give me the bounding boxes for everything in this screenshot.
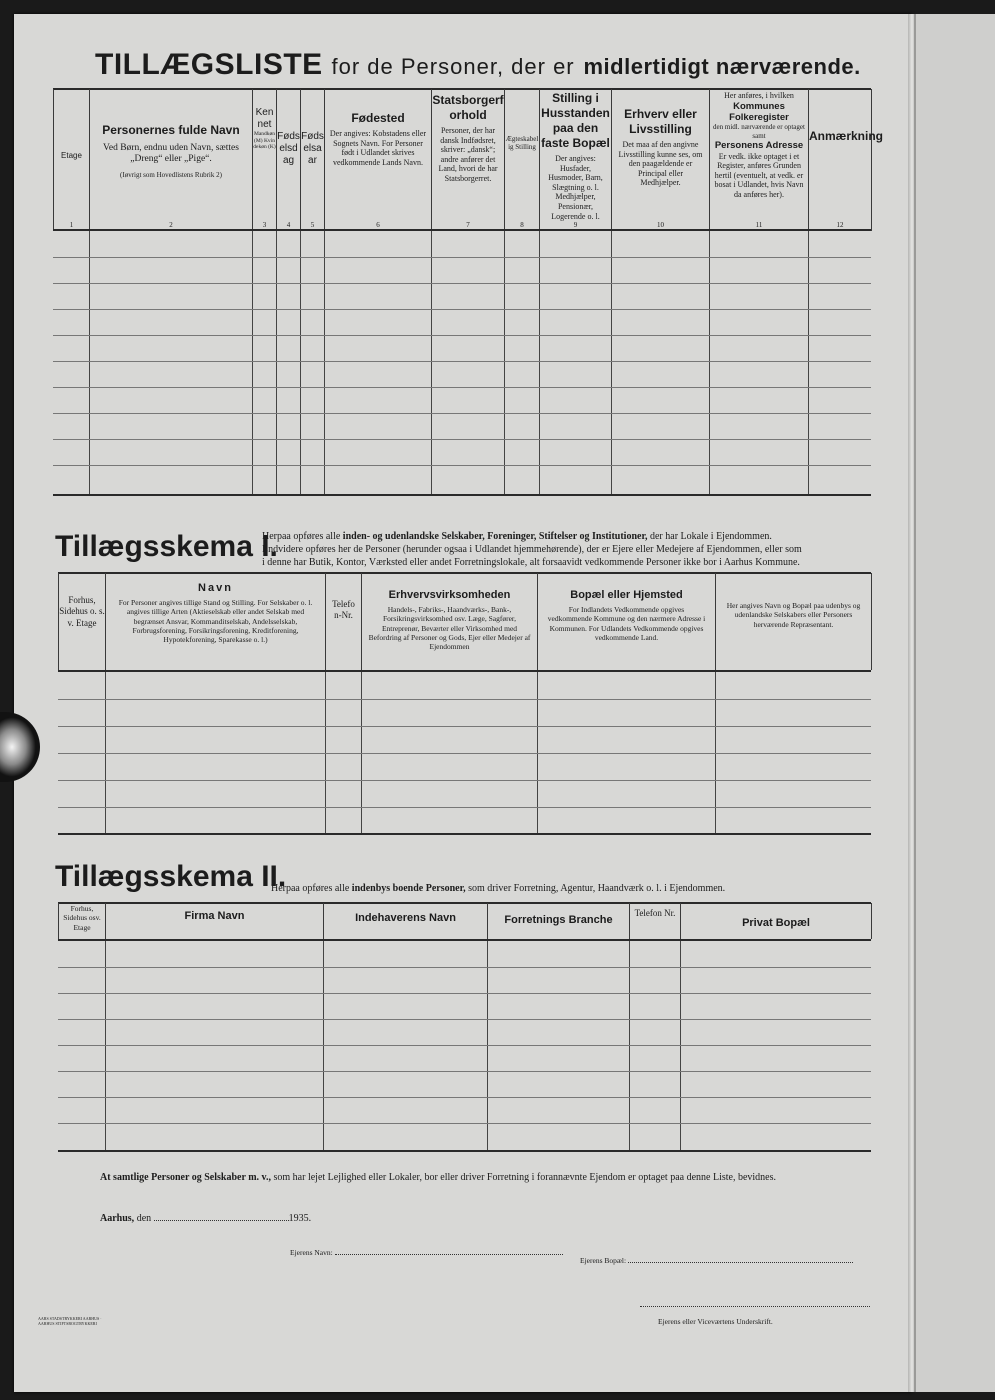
- skema2-title: Tillægsskema II.: [55, 860, 287, 893]
- list-column-rule: [709, 231, 710, 494]
- colnum-1: 1: [54, 221, 90, 231]
- main-title: [95, 48, 861, 82]
- col-remark: Anmærkning: [809, 89, 872, 221]
- owner-address-field[interactable]: [628, 1262, 853, 1263]
- s1-col-etage: Forhus, Sidehus o. s. v. Etage: [59, 573, 106, 670]
- owner-address-line: Ejerens Bopæl:: [580, 1256, 853, 1265]
- declaration: At samtlige Personer og Selskaber m. v., som har lejet Lejlighed eller Lokaler, bor eller driver Forretning i forannævnte Ejendom er optaget paa denne Liste, bevidnes.: [100, 1172, 776, 1183]
- skema1-row-rule: [58, 699, 871, 700]
- skema2-row-rule: [58, 993, 871, 994]
- col-etage: Etage: [54, 89, 90, 221]
- col-gender: Kennet Mandkøn (M) Kvindekøn (K): [253, 89, 277, 221]
- list-row-rule: [53, 361, 871, 362]
- list-column-rule: [504, 231, 505, 494]
- list-column-rule: [300, 231, 301, 494]
- col-registry: Her anføres, i hvilken Kommunes Folkeregister den midl. nærværende er optaget samt Personens Adresse Er vedk. ikke optaget i et Register, anføres Grunden hertil (eventuelt, at vedk. er bosat i Udlandet, hvis Navn da anføres her).: [710, 89, 809, 221]
- skema2-row-rule: [58, 1019, 871, 1020]
- colnum-7: 7: [432, 221, 505, 231]
- printer-mark: AARS STADSTRYKKERI AARHUS · AARHUS STIFTSBOGTRYKKERI: [38, 1316, 102, 1327]
- list-column-rule: [431, 231, 432, 494]
- facing-page-edge: [914, 14, 995, 1392]
- place-date: Aarhus, den 1935.: [100, 1213, 312, 1224]
- list-header-rule: [53, 229, 871, 231]
- colnum-12: 12: [809, 221, 872, 231]
- col-name: Personernes fulde Navn Ved Børn, endnu uden Navn, sættes „Dreng“ eller „Pige“. (Iøvrigt som Hovedlistens Rubrik 2): [90, 89, 253, 221]
- colnum-4: 4: [277, 221, 301, 231]
- colnum-5: 5: [301, 221, 325, 231]
- list-row-rule: [53, 413, 871, 414]
- list-column-rule: [252, 231, 253, 494]
- skema1-header-rule: [58, 670, 871, 672]
- colnum-11: 11: [710, 221, 809, 231]
- s1-col-telefon: Telefon-Nr.: [326, 573, 362, 670]
- date-field[interactable]: [154, 1220, 289, 1221]
- skema2-row-rule: [58, 1097, 871, 1098]
- col-birthday: Fødselsdag: [277, 89, 301, 221]
- skema2-header: [58, 903, 872, 939]
- title-bold: TILLÆGSLISTE: [95, 48, 323, 81]
- list-row-rule: [53, 283, 871, 284]
- s1-col-navn: Navn For Personer angives tillige Stand og Stilling. For Selskaber o. l. angives tillige Arten (Aktieselskab eller andet Selskab med begrænset Ansvar, Kommanditselskab, Andelsselskab, Forbrugsforening, Forsikringsforening, Kreditforening, Hypotekforening, Sparekasse o. l.): [106, 573, 326, 670]
- s1-col-bopael: Bopæl eller Hjemsted For Indlandets Vedkommende opgives vedkommende Kommune og den nærmere Adresse i Kommunen. For Udlandets Vedkommende opgives vedkommende Land.: [538, 573, 716, 670]
- list-bottom-rule: [53, 494, 871, 496]
- list-row-rule: [53, 439, 871, 440]
- owner-name-line: Ejerens Navn:: [290, 1248, 563, 1257]
- list-row-rule: [53, 257, 871, 258]
- colnum-9: 9: [540, 221, 612, 231]
- skema2-row-rule: [58, 1071, 871, 1072]
- s1-col-erhverv: Erhvervsvirksomheden Handels-, Fabriks-, Haandværks-, Bank-, Forsikringsvirksomhed osv. Læge, Sagfører, Entreprenør, Beværter eller Virksomhed med Befordring af Personer og Gods, Ejer eller Medejer af Ejendommen: [362, 573, 538, 670]
- skema2-header-rule: [58, 939, 871, 941]
- skema1-header: [58, 573, 872, 670]
- colnum-2: 2: [90, 221, 253, 231]
- list-column-rule: [539, 231, 540, 494]
- list-row-rule: [53, 387, 871, 388]
- s2-col-firma: Firma Navn: [106, 903, 324, 939]
- col-citizenship: Statsborgerforhold Personer, der har dansk Indfødsret, skriver: „dansk“; andre anfører det Land, hvori de har Statsborgerret.: [432, 89, 505, 221]
- owner-name-field[interactable]: [335, 1254, 563, 1255]
- list-row-rule: [53, 465, 871, 466]
- skema2-row-rule: [58, 1045, 871, 1046]
- list-row-rule: [53, 309, 871, 310]
- colnum-3: 3: [253, 221, 277, 231]
- skema2-row-rule: [58, 967, 871, 968]
- col-marital: Ægteskabelig Stilling: [505, 89, 540, 221]
- s2-col-bopael: Privat Bopæl: [681, 903, 872, 939]
- s2-col-etage: Forhus, Sidehus osv. Etage: [59, 903, 106, 939]
- list-column-rule: [324, 231, 325, 494]
- s2-col-indehaver: Indehaverens Navn: [324, 903, 488, 939]
- col-household: Stilling i Husstanden paa den faste Bopæl Der angives: Husfader, Husmoder, Barn, Slægtning o. l. Medhjælper, Pensionær, Logerende o. l.: [541, 91, 610, 221]
- col-birthyear: Fødselsaar: [301, 89, 325, 221]
- skema1-row-rule: [58, 726, 871, 727]
- s1-col-representant: Her angives Navn og Bopæl paa udenbys og udenlandske Selskabers eller Personers herværende Repræsentant.: [716, 573, 872, 670]
- s2-col-branche: Forretnings Branche: [488, 903, 630, 939]
- skema1-bottom-rule: [58, 833, 871, 835]
- list-row-rule: [53, 335, 871, 336]
- title-middle: for de Personer, der er: [331, 54, 575, 79]
- skema2-description: Herpaa opføres alle indenbys boende Personer, som driver Forretning, Agentur, Haandværk o. l. i Ejendommen.: [271, 883, 726, 894]
- signature-label: Ejerens eller Viceværtens Underskrift.: [658, 1317, 773, 1326]
- list-column-rule: [89, 231, 90, 494]
- list-column-rule: [276, 231, 277, 494]
- signature-field[interactable]: [640, 1306, 870, 1307]
- skema2-bottom-rule: [58, 1150, 871, 1152]
- skema1-title: Tillægsskema I.: [55, 530, 278, 563]
- year: 1935.: [288, 1213, 312, 1224]
- skema1-row-rule: [58, 780, 871, 781]
- col-birthplace: Fødested Der angives: Kobstadens eller Sognets Navn. For Personer født i Udlandet skrives vedkommende Lands Navn.: [325, 89, 432, 221]
- skema1-description: Herpaa opføres alle inden- og udenlandske Selskaber, Foreninger, Stiftelser og Institutioner, der har Lokale i Ejendommen. Endvidere opføres her de Personer (herunder ogsaa i Udlandet hjemmehørende), der er Ejere eller Medejere af Ejendommen, eller som i denne har Butik, Kontor, Værksted eller andet Forretningslokale, alt forsaavidt vedkommende Personer ikke bor i Aarhus Kommune.: [262, 531, 802, 568]
- skema1-row-rule: [58, 807, 871, 808]
- list-column-rule: [611, 231, 612, 494]
- list-column-rule: [808, 231, 809, 494]
- title-end: midlertidigt nærværende.: [583, 54, 861, 79]
- skema1-row-rule: [58, 753, 871, 754]
- col-occupation: Erhverv eller Livsstilling Det maa af den angivne Livsstilling kunne ses, om den paagældende er Principal eller Medhjælper.: [612, 89, 710, 221]
- list-header: [53, 89, 884, 231]
- s2-col-telefon: Telefon Nr.: [630, 903, 681, 939]
- skema2-row-rule: [58, 1123, 871, 1124]
- colnum-6: 6: [325, 221, 432, 231]
- colnum-8: 8: [505, 221, 540, 231]
- colnum-10: 10: [612, 221, 710, 231]
